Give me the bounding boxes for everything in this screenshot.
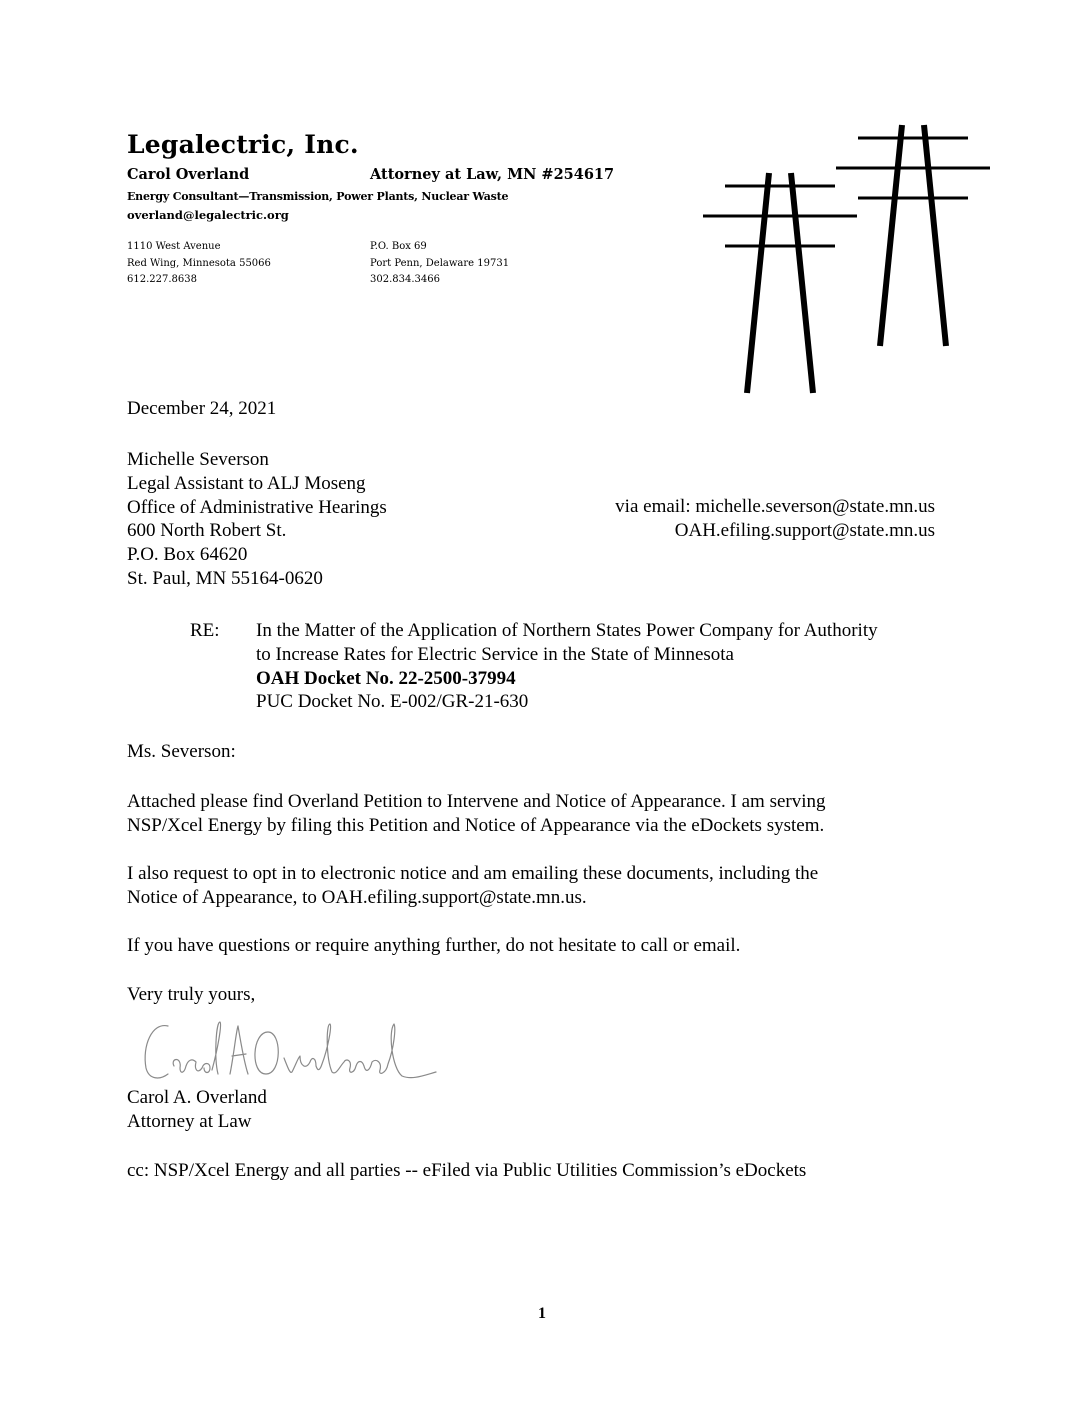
right-tower-leg-left [880, 125, 902, 346]
re-subject [256, 619, 878, 714]
body-paragraph [127, 934, 740, 958]
re-label: RE: [190, 620, 220, 641]
left-tower-leg-right [791, 173, 813, 393]
salutation: Ms. Severson: [127, 741, 236, 762]
signer-title: Attorney at Law [127, 1110, 252, 1132]
recipient-street: 600 North Robert St. [127, 520, 287, 542]
address-left-street: 1110 West Avenue [127, 241, 221, 252]
attorney-name: Carol Overland [127, 166, 250, 183]
address-left-city: Red Wing, Minnesota 55066 [127, 257, 271, 269]
right-tower-leg-right [924, 125, 946, 346]
address-right-phone: 302.834.3466 [370, 274, 440, 285]
address-right [370, 239, 509, 289]
address-left-phone: 612.227.8638 [127, 274, 197, 285]
power-transmission-towers-icon [690, 115, 1000, 405]
firm-name: Legalectric, Inc. [127, 130, 359, 159]
consultant-line: Energy Consultant—Transmission, Power Plants, Nuclear Waste [127, 190, 509, 203]
letter-date: December 24, 2021 [127, 398, 277, 419]
recipient-office: Office of Administrative Hearings [127, 496, 387, 518]
re-matter-line-2: to Increase Rates for Electric Service in the State of Minnesota [256, 643, 734, 665]
signer-name: Carol A. Overland [127, 1087, 267, 1108]
recipient-city: St. Paul, MN 55164-0620 [127, 567, 323, 589]
via-email: via email: michelle.severson@state.mn.us [615, 496, 935, 517]
recipient-title: Legal Assistant to ALJ Moseng [127, 472, 366, 494]
paragraph-line: NSP/Xcel Energy by filing this Petition and Notice of Appearance via the eDockets system. [127, 814, 825, 836]
left-tower-leg-left [747, 173, 769, 393]
attorney-title: Attorney at Law, MN #254617 [370, 166, 615, 183]
address-right-city: Port Penn, Delaware 19731 [370, 257, 510, 269]
delivery-method [575, 495, 935, 543]
body-paragraph [127, 862, 818, 910]
body-paragraph [127, 790, 826, 838]
paragraph-line: I also request to opt in to electronic notice and am emailing these documents, including the [127, 863, 819, 884]
paragraph-line: If you have questions or require anything further, do not hesitate to call or email. [127, 935, 741, 956]
recipient-name: Michelle Severson [127, 449, 269, 470]
page-number: 1 [538, 1305, 546, 1322]
signer-block [127, 1086, 267, 1134]
cc-line: cc: NSP/Xcel Energy and all parties -- eFiled via Public Utilities Commission’s eDockets [127, 1160, 807, 1181]
paragraph-line: Attached please find Overland Petition to Intervene and Notice of Appearance. I am serving [127, 791, 826, 812]
address-left [127, 239, 271, 289]
puc-docket: PUC Docket No. E-002/GR-21-630 [256, 691, 529, 713]
letterhead-email: overland@legalectric.org [127, 208, 289, 222]
recipient-pobox: P.O. Box 64620 [127, 544, 248, 566]
efiling-email: OAH.efiling.support@state.mn.us [674, 519, 935, 541]
re-matter-line-1: In the Matter of the Application of Northern States Power Company for Authority [256, 620, 878, 641]
handwritten-signature [140, 1018, 470, 1088]
recipient-address [127, 448, 387, 591]
closing: Very truly yours, [127, 984, 256, 1005]
address-right-pobox: P.O. Box 69 [370, 241, 427, 252]
oah-docket: OAH Docket No. 22-2500-37994 [256, 667, 516, 689]
paragraph-line: Notice of Appearance, to OAH.efiling.support@state.mn.us. [127, 886, 587, 908]
